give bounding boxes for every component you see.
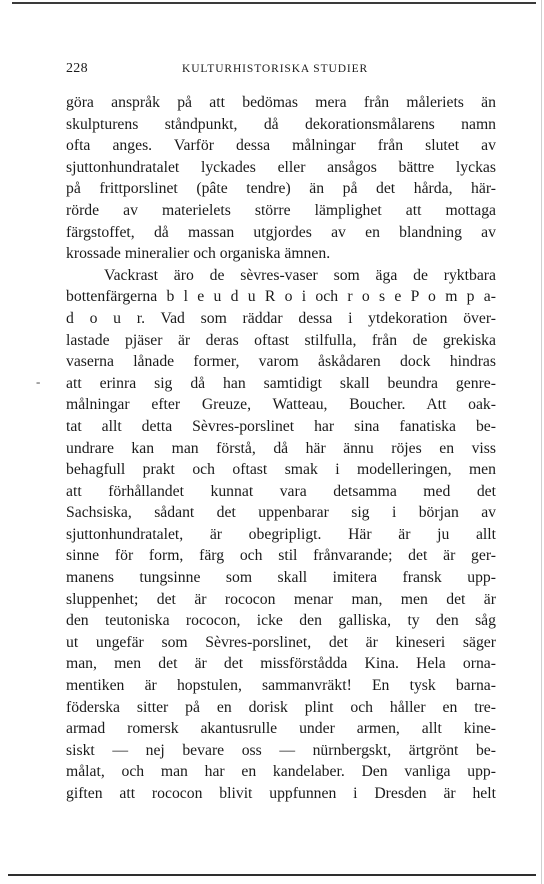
text-line: den teutoniska rococon, icke den galliska, ty den såg — [66, 612, 496, 630]
text-line: att erinra sig då han samtidigt skall beundra genre- — [66, 374, 496, 392]
body-text — [66, 92, 496, 805]
text-line: Sachsiska, sådant det uppenbarar sig i början av — [66, 504, 496, 522]
text-line: siskt — nej bevare oss — nürnbergskt, ärtgrönt be- — [66, 741, 496, 759]
text-line: göra anspråk på att bedömas mera från måleriets än — [66, 94, 496, 111]
text-line: skulpturens ståndpunkt, då dekorationsmålarens namn — [66, 115, 496, 133]
text-line: målningar efter Greuze, Watteau, Boucher. Att oak- — [66, 396, 496, 414]
text-line: armad romersk akantusrulle under armen, allt kine- — [66, 720, 496, 738]
text-line: sjuttonhundratalet lyckades eller ansågos bättre lyckas — [66, 158, 496, 176]
text-line: mentiken är hopstulen, sammanvräkt! En tysk barna- — [66, 677, 496, 695]
text-line: d o u r. Vad som räddar dessa i ytdekoration över- — [66, 309, 496, 327]
text-line: undrare kan man förstå, då här ännu röjes en viss — [66, 439, 496, 457]
right-edge-line — [541, 0, 542, 884]
text-line: sluppenhet; det är rococon menar man, men det är — [66, 590, 496, 608]
bottom-border-line — [8, 874, 536, 876]
margin-mark: - — [36, 374, 41, 389]
text-line: sjuttonhundratalet, är obegripligt. Här är ju allt — [66, 525, 496, 543]
top-border-line — [12, 2, 536, 4]
text-line: vaserna lånade former, varom åskådaren dock hindras — [66, 353, 496, 371]
text-line: ofta anges. Varför dessa målningar från slutet av — [66, 137, 496, 155]
text-line: målat, och man har en kandelaber. Den vanliga upp- — [66, 763, 496, 781]
text-line: rörde av materielets större lämplighet att mottaga — [66, 201, 496, 219]
running-title: KULTURHISTORISKA STUDIER — [182, 63, 369, 75]
text-line: bottenfärgerna b l e u d u R o i och r o s e P o m p a- — [66, 288, 496, 306]
text-line: man, men det är det missförstådda Kina. Hela orna- — [66, 655, 496, 673]
text-line: sinne för form, färg och stil frånvarande; det är ger- — [66, 547, 496, 565]
text-line: lastade pjäser är deras oftast stilfulla, från de grekiska — [66, 331, 496, 349]
text-line: tat allt detta Sèvres-porslinet har sina fanatiska be- — [66, 417, 496, 435]
text-line: manens tungsinne som skall imitera fransk upp- — [66, 569, 496, 587]
text-line: Vackrast äro de sèvres-vaser som äga de ryktbara — [104, 266, 496, 284]
text-line: behagfull prakt och oftast smak i modelleringen, men — [66, 461, 496, 479]
text-line: föderska sitter på en dorisk plint och håller en tre- — [66, 698, 496, 716]
text-line: ut ungefär som Sèvres-porslinet, det är kineseri säger — [66, 633, 496, 651]
text-line: giften att rococon blivit uppfunnen i Dresden är helt — [66, 785, 496, 802]
text-line: på frittporslinet (pâte tendre) än på det hårda, här- — [66, 180, 496, 198]
running-header — [66, 61, 496, 79]
page-number: 228 — [66, 61, 88, 76]
text-line: färgstoffet, då massan utgjordes av en blandning av — [66, 223, 496, 241]
text-line: att förhållandet kunnat vara detsamma med det — [66, 482, 496, 500]
text-line: krossade mineralier och organiska ämnen. — [66, 245, 331, 263]
